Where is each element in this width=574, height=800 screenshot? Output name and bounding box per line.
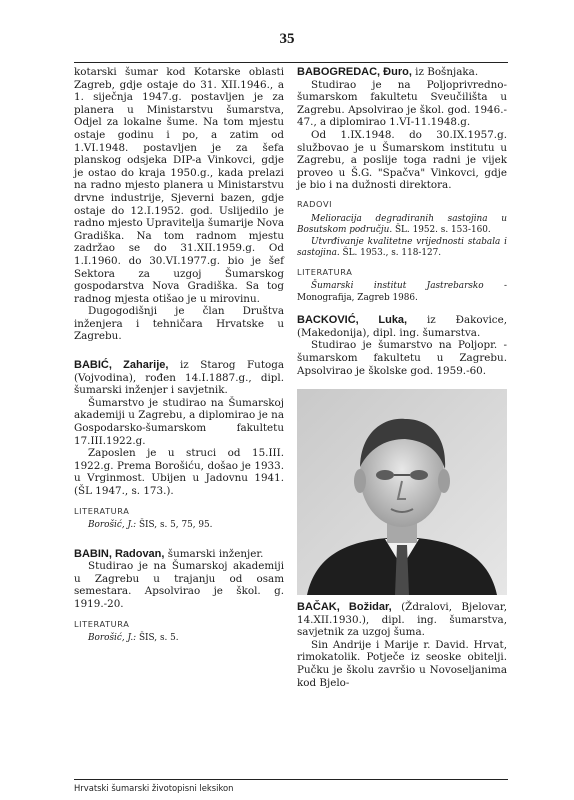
work-title: Melioracija degradiranih sastojina u Bosutskom području. — [297, 213, 507, 236]
work-source: ŠL. 1953., s. 118-127. — [339, 248, 442, 259]
continued-entry-text: kotarski šumar kod Kotarske oblasti Zagreb, gdje ostaje do 31. XII.1946., a 1. siječnja 1947.g. postavljen je za planera u Ministarstvu šumarstva, Odjel za lokalne šume. Na tom mjestu ostaje godinu i po, a zatim od 1.VI.1948. postavljen je za šefa planskog odsjeka DIP-a Vinkovci, gdje je ostao do kraja 1950.g., kada prelazi na radno mjesto planera u Ministarstvu drvne industrije, Sjeverni bazen, gdje ostaje do 12.I.1952. god. Uslijedilo je radno mjesto Upravitelja šumarije Nova Gradiška. Na tom radnom mjestu zadržao se do 31.XII.1959.g. Od 1.I.1960. do 30.VI.1977.g. bio je šef Sektora za uzgoj Šumarskog gospodarstva Nova Gradiška. Sa tog radnog mjesta otišao je u mirovinu. — [74, 66, 284, 305]
entry-intro: (Ždralovi, Bjelovar, 14.XII.1930.), dipl. ing. šumarstva, savjetnik za uzgoj šuma. — [297, 601, 507, 639]
entry-intro: iz Starog Futoga (Vojvodina), rođen 14.I.1887.g., dipl. šumarski inženjer i savjetnik. — [74, 359, 285, 397]
portrait-photo — [297, 389, 507, 595]
reference-source: ŠIS, s. 5, 75, 95. — [136, 520, 213, 531]
entry-name: BABIĆ, Zaharije, — [74, 359, 169, 372]
footer-title: Hrvatski šumarski životopisni leksikon — [74, 783, 234, 793]
entry-bacak-header — [297, 601, 507, 639]
reference-author: Borošić, J.: — [88, 633, 137, 644]
page-number: 35 — [279, 31, 295, 47]
left-column — [74, 66, 284, 645]
portrait-image — [297, 389, 507, 595]
entry-paragraph: Od 1.IX.1948. do 30.IX.1957.g. službovao je u Šumarskom institutu u Zagrebu, a poslije toga radni je vijek proveo u Š.G. "Spačva" Vinkovci, gdje je bio i na dužnosti direktora. — [297, 128, 507, 192]
literature-heading: LITERATURA — [74, 618, 130, 629]
entry-paragraph: Studirao je šumarstvo na Poljopr. - šumarskom fakultetu u Zagrebu. Apsolvirao je školske god. 1959.-60. — [297, 339, 507, 377]
entry-babic-zaharije-header — [74, 359, 284, 397]
entry-name: BABIN, Radovan, — [74, 547, 165, 560]
literature-reference — [297, 281, 507, 304]
works-heading: RADOVI — [297, 198, 333, 209]
work-source: ŠL. 1952. s. 153-160. — [392, 225, 491, 236]
entry-intro: iz Bošnjaka. — [411, 66, 479, 78]
entry-paragraph: Sin Andrije i Marije r. David. Hrvat, rimokatolik. Potječe iz seoske obitelji. Pučku je školu završio u Novoseljanima kod Bjelo- — [297, 638, 507, 689]
right-column — [297, 66, 507, 689]
literature-heading: LITERATURA — [74, 505, 130, 516]
reference-author: Borošić, J.: — [88, 520, 137, 531]
entry-backovic-header — [297, 314, 507, 339]
entry-intro: šumarski inženjer. — [164, 547, 264, 560]
entry-name: BACKOVIĆ, Luka, — [297, 314, 408, 327]
entry-paragraph: Studirao je na Poljoprivredno-šumarskom fakultetu Sveučilišta u Zagrebu. Apsolvirao je škol. god. 1946.- 47., a diplomirao 1.VI-11.1948.g. — [297, 78, 507, 129]
work-reference — [297, 214, 507, 237]
literature-heading: LITERATURA — [297, 266, 353, 277]
entry-name: BABOGREDAC, Đuro, — [297, 66, 412, 78]
footer-rule — [74, 779, 508, 780]
reference-author: Šumarski institut Jastrebarsko — [311, 281, 484, 292]
entry-intro: iz Đakovice, (Makedonija), dipl. ing. šumarstva. — [297, 314, 507, 339]
reference-source: ŠIS, s. 5. — [136, 633, 179, 644]
entry-paragraph: Šumarstvo je studirao na Šumarskoj akademiji u Zagrebu, a diplomirao je na Gospodarsko-šumarskom fakultetu 17.III.1922.g. — [74, 396, 284, 447]
literature-reference — [74, 520, 284, 532]
entry-babogredac-header — [297, 66, 507, 79]
work-title: Utvrđivanje kvalitetne vrijednosti stabala i sastojina. — [297, 236, 507, 259]
work-reference — [297, 237, 507, 260]
entry-babin-header — [74, 548, 284, 561]
entry-paragraph: Zaposlen je u struci od 15.III. 1922.g. Prema Borošiću, došao je 1933. u Vrginmost. Ubijen u Jadovnu 1941. (ŠL 1947., s. 173.). — [74, 447, 284, 497]
reference-source: - Monografija, Zagreb 1986. — [297, 281, 507, 303]
literature-reference — [74, 633, 284, 645]
continued-entry-text-2: Dugogodišnji je član Društva inženjera i tehničara Hrvatske u Zagrebu. — [74, 305, 284, 343]
entry-name: BAČAK, Božidar, — [297, 601, 392, 614]
entry-paragraph: Studirao je na Šumarskoj akademiji u Zagrebu u trajanju od osam semestara. Apsolvirao je škol. g. 1919.-20. — [74, 560, 284, 611]
header-rule — [74, 62, 508, 63]
